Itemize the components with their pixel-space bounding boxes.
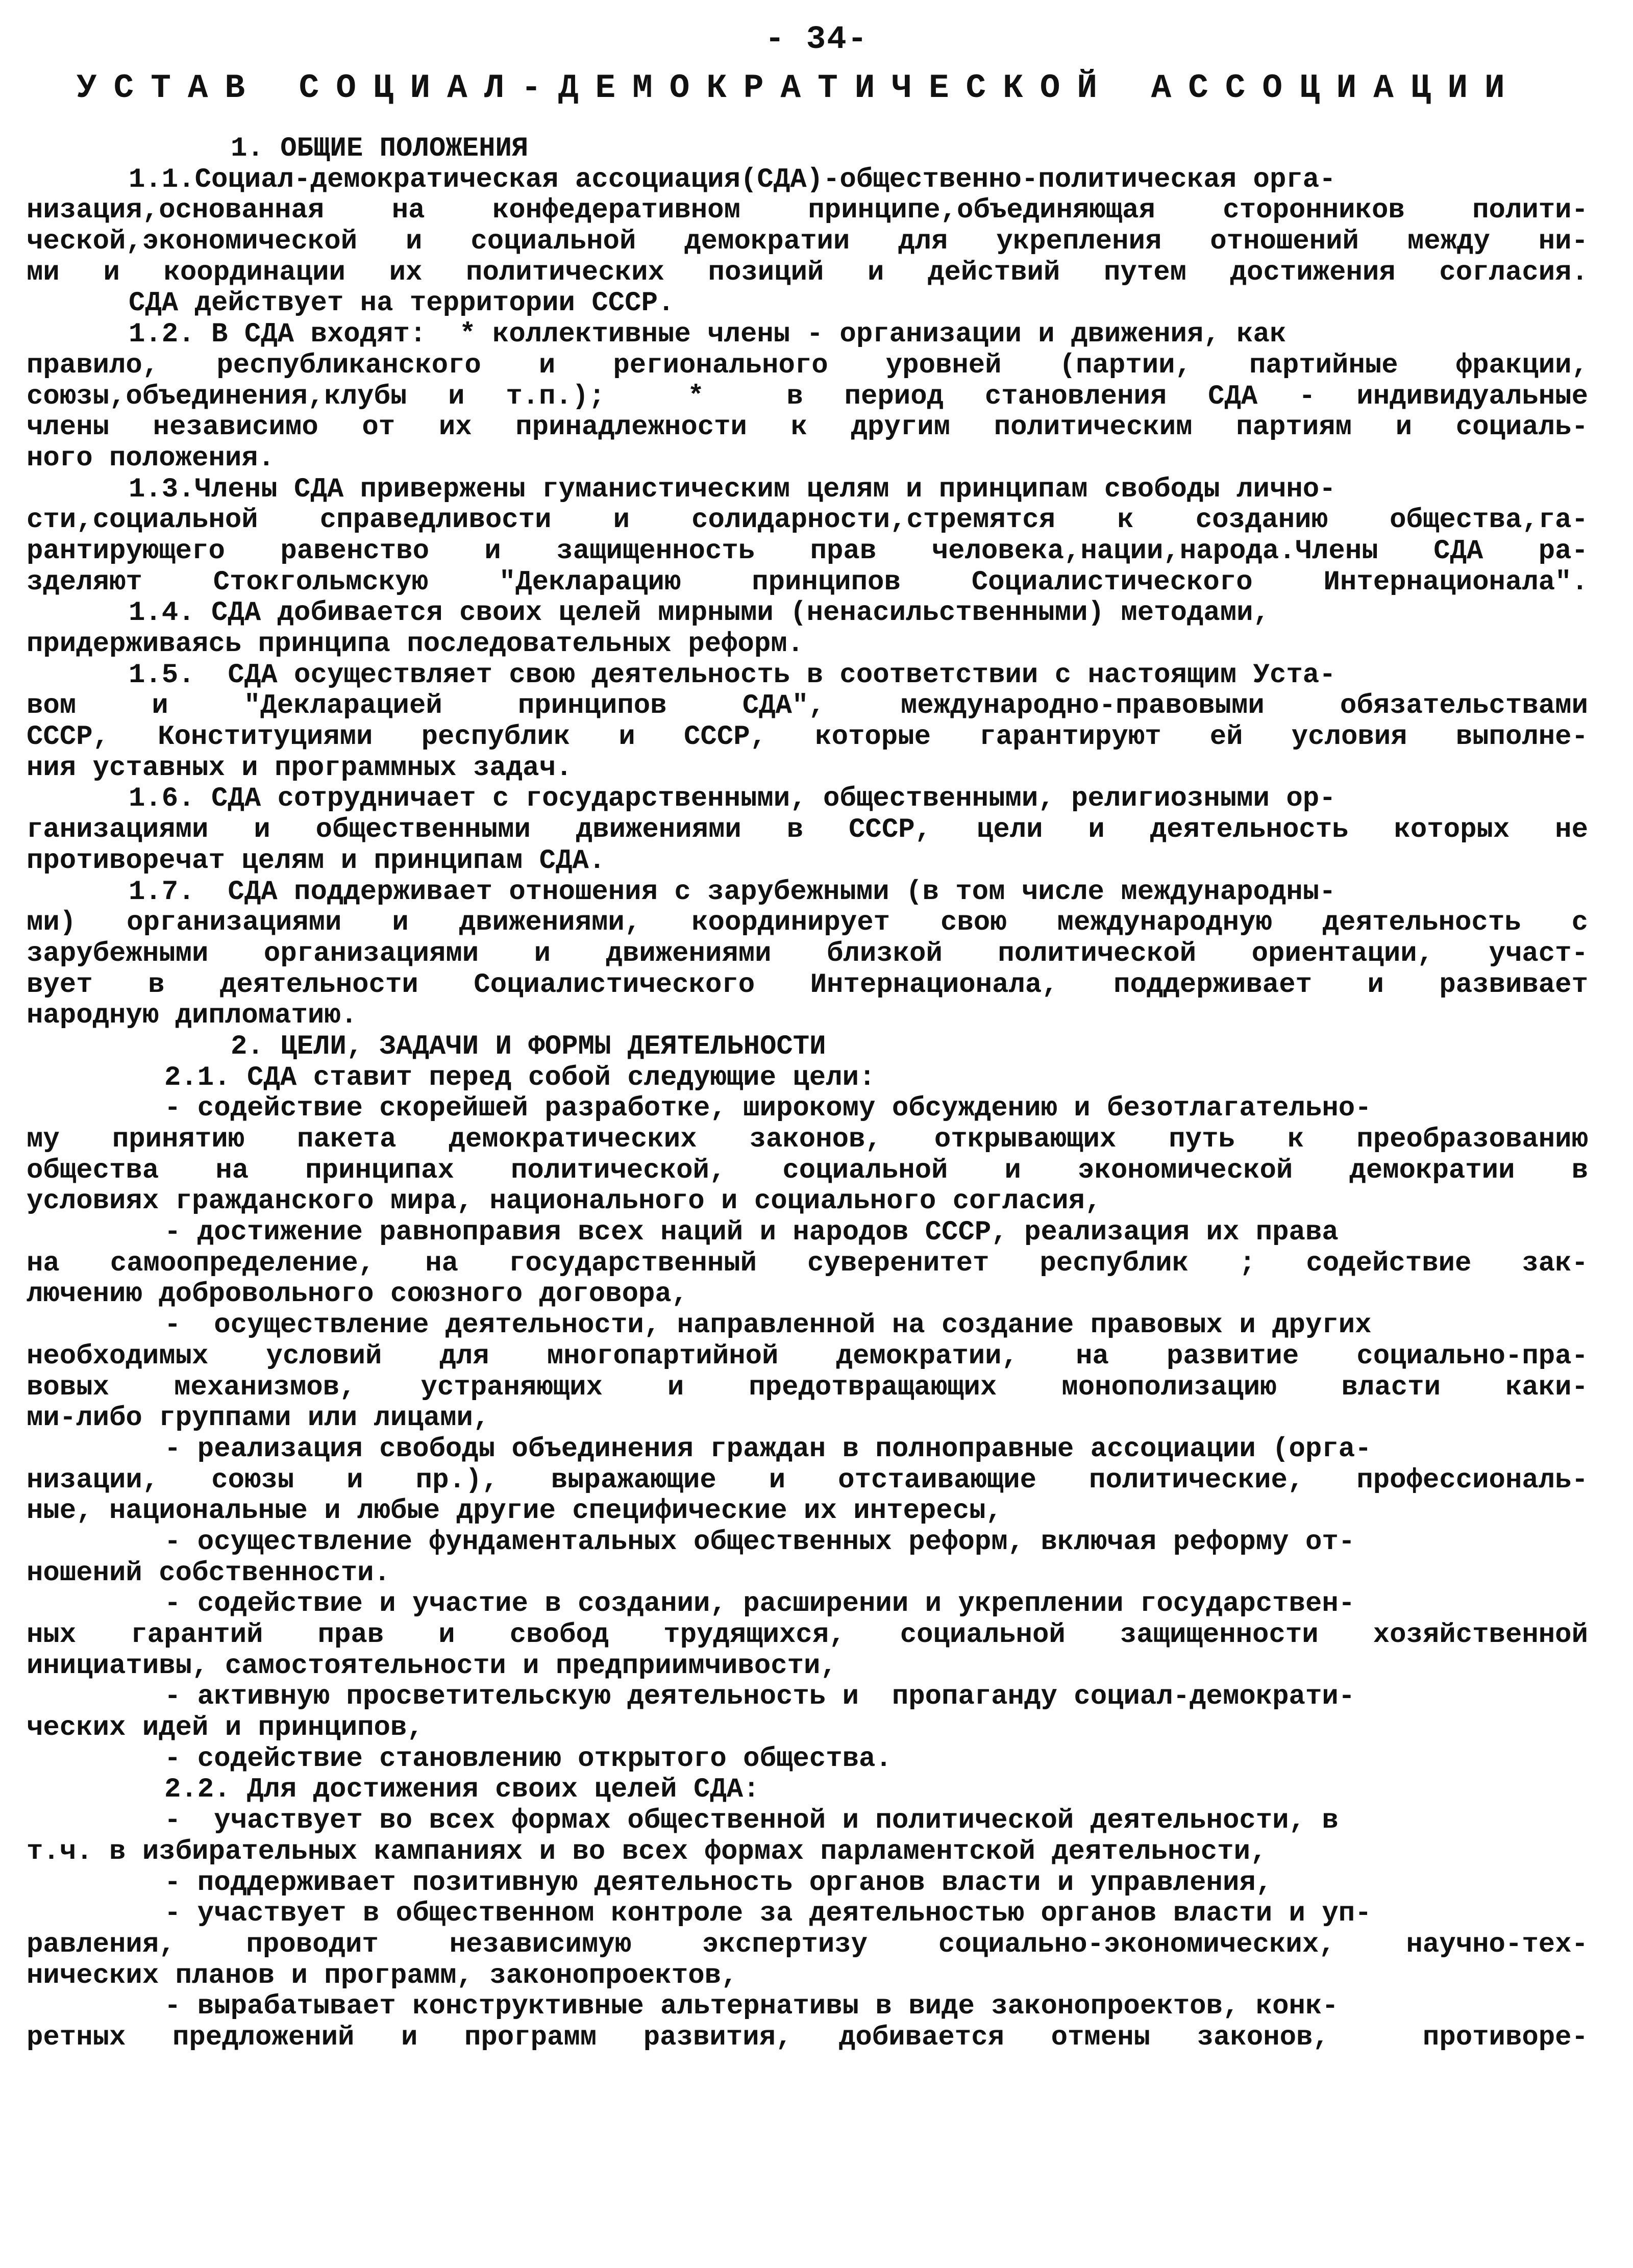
text-line: ческих идей и принципов,: [27, 1713, 424, 1744]
document-title: УСТАВ СОЦИАЛ-ДЕМОКРАТИЧЕСКОЙ АССОЦИАЦИИ: [77, 69, 1522, 107]
text-line: ного положения.: [27, 443, 275, 474]
text-line: придерживаясь принципа последовательных реформ.: [27, 629, 804, 660]
text-line: необходимых условий для многопартийной демократии, на развитие социально-пра-: [27, 1341, 1588, 1372]
text-line: т.ч. в избирательных кампаниях и во всех формах парламентской деятельности,: [27, 1836, 1267, 1867]
text-line: 1.6. СДА сотрудничает с государственными, общественными, религиозными ор-: [129, 784, 1336, 815]
text-line: ния уставных и программных задач.: [27, 753, 573, 784]
text-line: 1.1.Социал-демократическая ассоциация(СДА)-общественно-политическая орга-: [129, 164, 1336, 195]
text-line: ческой,экономической и социальной демократии для укрепления отношений между ни-: [27, 227, 1588, 258]
text-line: ретных предложений и программ развития, добивается отмены законов, противоре-: [27, 2022, 1588, 2053]
text-line: 1.3.Члены СДА привержены гуманистическим целям и принципам свободы лично-: [129, 474, 1336, 505]
text-line: - поддерживает позитивную деятельность органов власти и управления,: [164, 1867, 1273, 1899]
text-line: нических планов и программ, законопроектов,: [27, 1960, 738, 1991]
text-line: - активную просветительскую деятельность и пропаганду социал-демократи-: [164, 1682, 1355, 1713]
text-line: правило, республиканского и регионального уровней (партии, партийные фракции,: [27, 350, 1588, 381]
text-line: народную дипломатию.: [27, 1001, 358, 1032]
document-body: [27, 134, 1588, 2054]
text-line: 1.4. СДА добивается своих целей мирными (ненасильственными) методами,: [129, 598, 1270, 629]
text-line: - достижение равноправия всех наций и народов СССР, реализация их права: [164, 1217, 1339, 1249]
text-line: 1.2. В СДА входят: * коллективные члены - организации и движения, как: [129, 319, 1286, 351]
text-line: СССР, Конституциями республик и СССР, которые гарантируют ей условия выполне-: [27, 722, 1588, 753]
text-line: ми и координации их политических позиций и действий путем достижения согласия.: [27, 257, 1588, 288]
text-line: 2.2. Для достижения своих целей СДА:: [164, 1775, 760, 1806]
text-line: общества на принципах политической, социальной и экономической демократии в: [27, 1155, 1588, 1186]
text-line: му принятию пакета демократических законов, открывающих путь к преобразованию: [27, 1125, 1588, 1155]
page-number: - 34-: [764, 21, 869, 58]
text-line: вом и "Декларацией принципов СДА", международно-правовыми обязательствами: [27, 691, 1588, 722]
text-line: 2.1. СДА ставит перед собой следующие цели:: [164, 1062, 876, 1093]
text-line: ганизациями и общественными движениями в СССР, цели и деятельность которых не: [27, 815, 1588, 846]
text-line: - участвует в общественном контроле за деятельностью органов власти и уп-: [164, 1899, 1372, 1930]
text-line: на самоопределение, на государственный суверенитет республик ; содействие зак-: [27, 1248, 1588, 1279]
text-line: 1.7. СДА поддерживает отношения с зарубежными (в том числе международны-: [129, 877, 1336, 908]
text-line: зделяют Стокгольмскую "Декларацию принципов Социалистического Интернационала".: [27, 567, 1588, 598]
text-line: - участвует во всех формах общественной и политической деятельности, в: [164, 1806, 1339, 1837]
text-line: ных гарантий прав и свобод трудящихся, социальной защищенности хозяйственной: [27, 1620, 1588, 1651]
text-line: - вырабатывает конструктивные альтернативы в виде законопроектов, конк-: [164, 1991, 1339, 2023]
text-line: сти,социальной справедливости и солидарности,стремятся к созданию общества,га-: [27, 505, 1588, 536]
text-line: лючению добровольного союзного договора,: [27, 1279, 688, 1310]
text-line: - содействие скорейшей разработке, широкому обсуждению и безотлагательно-: [164, 1093, 1372, 1125]
text-line: 1.5. СДА осуществляет свою деятельность в соответствии с настоящим Уста-: [129, 660, 1336, 691]
section-heading: 1. ОБЩИЕ ПОЛОЖЕНИЯ: [231, 134, 529, 164]
text-line: ные, национальные и любые другие специфические их интересы,: [27, 1496, 1002, 1527]
text-line: рантирующего равенство и защищенность прав человека,нации,народа.Члены СДА ра-: [27, 536, 1588, 567]
text-line: члены независимо от их принадлежности к другим политическим партиям и социаль-: [27, 412, 1588, 443]
section-heading: 2. ЦЕЛИ, ЗАДАЧИ И ФОРМЫ ДЕЯТЕЛЬНОСТИ: [231, 1031, 826, 1062]
text-line: вовых механизмов, устраняющих и предотвращающих монополизацию власти каки-: [27, 1372, 1588, 1403]
text-line: вует в деятельности Социалистического Интернационала, поддерживает и развивает: [27, 969, 1588, 1001]
text-line: - реализация свободы объединения граждан в полноправные ассоциации (орга-: [164, 1434, 1372, 1465]
text-line: условиях гражданского мира, национального и социального согласия,: [27, 1186, 1102, 1217]
text-line: инициативы, самостоятельности и предприимчивости,: [27, 1651, 837, 1682]
text-line: - осуществление фундаментальных общественных реформ, включая реформу от-: [164, 1527, 1355, 1558]
text-line: противоречат целям и принципам СДА.: [27, 845, 606, 877]
text-line: низация,основанная на конфедеративном принципе,объединяющая сторонников полити-: [27, 195, 1588, 227]
text-line: низации, союзы и пр.), выражающие и отстаивающие политические, профессиональ-: [27, 1465, 1588, 1496]
text-line: равления, проводит независимую экспертизу социально-экономических, научно-тех-: [27, 1929, 1588, 1960]
text-line: ми-либо группами или лицами,: [27, 1403, 490, 1434]
text-line: - осуществление деятельности, направленной на создание правовых и других: [164, 1310, 1372, 1341]
text-line: зарубежными организациями и движениями близкой политической ориентации, участ-: [27, 938, 1588, 969]
text-line: - содействие становлению открытого общества.: [164, 1743, 892, 1775]
text-line: СДА действует на территории СССР.: [129, 288, 675, 319]
text-line: ми) организациями и движениями, координирует свою международную деятельность с: [27, 908, 1588, 939]
text-line: союзы,объединения,клубы и т.п.); * в период становления СДА - индивидуальные: [27, 381, 1588, 412]
text-line: - содействие и участие в создании, расширении и укреплении государствен-: [164, 1589, 1355, 1620]
text-line: ношений собственности.: [27, 1558, 390, 1589]
